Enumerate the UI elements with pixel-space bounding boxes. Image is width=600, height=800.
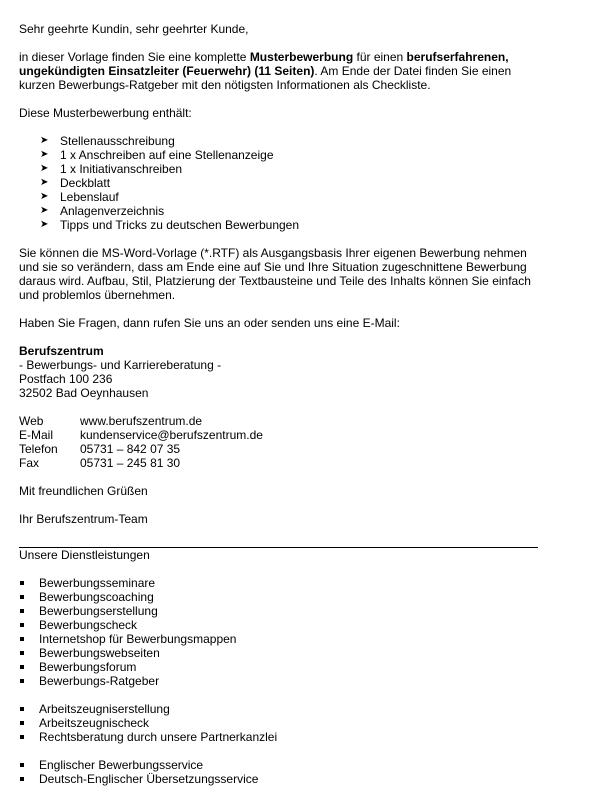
list-item: Internetshop für Bewerbungsmappen [19, 632, 539, 646]
square-bullet-icon [20, 581, 24, 585]
greeting: Sehr geehrte Kundin, sehr geehrter Kunde, [19, 22, 249, 36]
intro-text-1: in dieser Vorlage finden Sie eine komplette [19, 50, 250, 64]
contains-list [19, 134, 539, 232]
contact-web: Web www.berufszentrum.de [19, 414, 203, 428]
square-bullet-icon [20, 609, 24, 613]
list-item: Bewerbungserstellung [19, 604, 539, 618]
arrow-bullet-icon: ➤ [40, 205, 49, 216]
square-bullet-icon [20, 763, 24, 767]
list-item: Bewerbungs-Ratgeber [19, 674, 539, 688]
square-bullet-icon [20, 679, 24, 683]
arrow-bullet-icon: ➤ [40, 191, 49, 202]
usage-paragraph: Sie können die MS-Word-Vorlage (*.RTF) als Ausgangsbasis Ihrer eigenen Bewerbung nehmen und sie so verändern, dass am Ende eine auf Sie und Ihre Situation zugeschnittene Bewerbung daraus wird. Aufbau, Stil, Platzierung der Textbausteine und Teile des Inhalts können Sie einfach und problemlos übernehmen. [19, 246, 531, 302]
arrow-bullet-icon: ➤ [40, 177, 49, 188]
arrow-bullet-icon: ➤ [40, 163, 49, 174]
square-bullet-icon [20, 777, 24, 781]
intro-bold-2: berufserfahrenen, ungekündigten Einsatzleiter (Feuerwehr) (11 Seiten) [19, 50, 509, 78]
company-name: Berufszentrum [19, 344, 104, 358]
list-item: Deutsch-Englischer Übersetzungsservice [19, 772, 539, 786]
square-bullet-icon [20, 707, 24, 711]
contains-heading: Diese Musterbewerbung enthält: [19, 106, 192, 120]
web-link[interactable]: www.berufszentrum.de [80, 414, 203, 428]
signature: Ihr Berufszentrum-Team [19, 512, 148, 526]
list-item: Bewerbungscheck [19, 618, 539, 632]
list-item: Bewerbungsforum [19, 660, 539, 674]
intro-text-3: . Am Ende der Datei finden Sie einen kurzen Bewerbungs-Ratgeber mit den nötigsten Informationen als Checkliste. [19, 64, 512, 92]
list-item: Bewerbungscoaching [19, 590, 539, 604]
postbox: Postfach 100 236 [19, 372, 113, 386]
list-item: Englischer Bewerbungsservice [19, 758, 539, 772]
square-bullet-icon [20, 637, 24, 641]
intro-bold-1: Musterbewerbung [249, 50, 354, 64]
arrow-bullet-icon: ➤ [40, 219, 49, 230]
square-bullet-icon [20, 623, 24, 627]
services-heading: Unsere Dienstleistungen [19, 548, 150, 562]
list-item: ➤ Anlagenverzeichnis [40, 204, 165, 218]
company-subtitle: - Bewerbungs- und Karriereberatung - [19, 358, 222, 372]
email-link[interactable]: kundenservice@berufszentrum.de [80, 428, 263, 442]
square-bullet-icon [20, 735, 24, 739]
list-item: ➤ 1 x Initiativanschreiben [40, 162, 183, 176]
arrow-bullet-icon: ➤ [40, 149, 49, 160]
list-item: ➤ Lebenslauf [40, 190, 119, 204]
square-bullet-icon [20, 721, 24, 725]
list-item: ➤ Stellenausschreibung [40, 134, 175, 148]
contact-fax: Fax 05731 – 245 81 30 [19, 456, 181, 470]
square-bullet-icon [20, 595, 24, 599]
city: 32502 Bad Oeynhausen [19, 386, 149, 400]
list-item: Bewerbungsseminare [19, 576, 539, 590]
contact-phone: Telefon 05731 – 842 07 35 [19, 442, 181, 456]
list-item: Arbeitszeugniserstellung [19, 702, 539, 716]
document-page [19, 22, 539, 786]
services-list-1 [19, 576, 539, 688]
services-list-3 [19, 758, 539, 786]
services-list-2 [19, 702, 539, 744]
intro-text-2: für einen [353, 50, 407, 64]
list-item: ➤ 1 x Anschreiben auf eine Stellenanzeige [40, 148, 274, 162]
arrow-bullet-icon: ➤ [40, 135, 49, 146]
contact-email: E-Mail kundenservice@berufszentrum.de [19, 428, 263, 442]
intro-paragraph [19, 50, 539, 92]
list-item: ➤ Tipps und Tricks zu deutschen Bewerbungen [40, 218, 300, 232]
square-bullet-icon [20, 651, 24, 655]
closing: Mit freundlichen Grüßen [19, 484, 148, 498]
questions-text: Haben Sie Fragen, dann rufen Sie uns an oder senden uns eine E-Mail: [19, 316, 400, 330]
list-item: Bewerbungswebseiten [19, 646, 539, 660]
square-bullet-icon [20, 665, 24, 669]
list-item: Arbeitszeugnischeck [19, 716, 539, 730]
list-item: ➤ Deckblatt [40, 176, 111, 190]
list-item: Rechtsberatung durch unsere Partnerkanzlei [19, 730, 539, 744]
